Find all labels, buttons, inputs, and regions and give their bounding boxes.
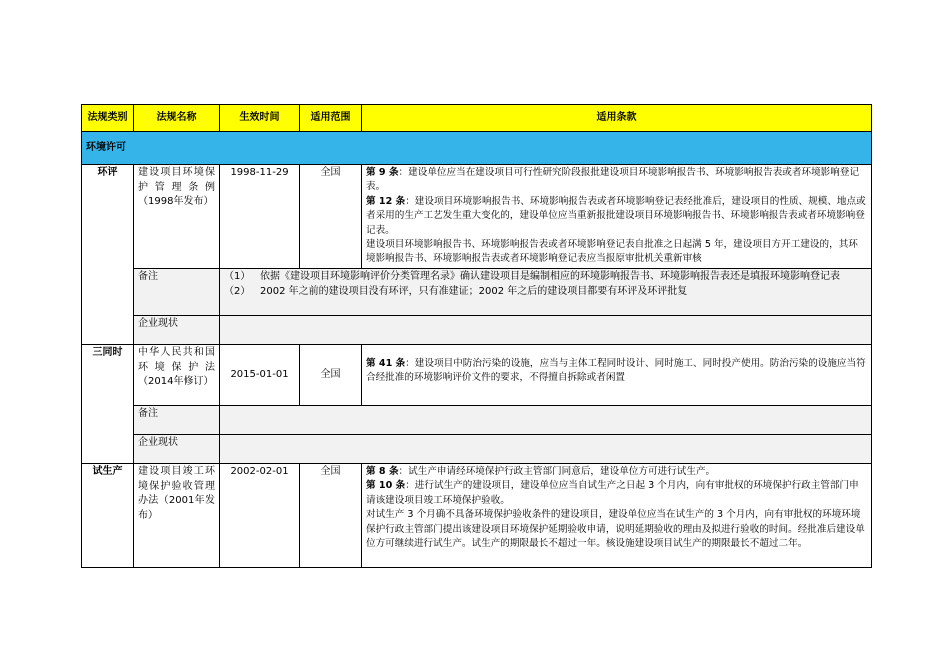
remark-item: [224, 270, 867, 285]
clause-item: [366, 357, 867, 386]
clause-text: ：试生产申请经环境保护行政主管部门同意后，建设单位方可进行试生产。: [398, 466, 716, 477]
table-row: [82, 435, 872, 464]
remark-text: 2002 年之前的建设项目没有环评，只有准建证；2002 年之后的建设项目都要有环评及环评批复: [260, 285, 688, 297]
regulations-table: [81, 104, 872, 568]
status-label-eia: 企业现状: [134, 316, 220, 345]
effective-date-three-simultaneous: 2015-01-01: [220, 345, 300, 406]
clause-item: [366, 166, 867, 195]
header-row: [82, 105, 872, 132]
scope-three-simultaneous: 全国: [300, 345, 362, 406]
clause-article: 第 9 条: [366, 167, 399, 178]
table-row: [82, 345, 872, 406]
remark-text: 依据《建设项目环境影响评价分类管理名录》确认建设项目是编制相应的环境影响报告书、环境影响报告表还是填报环境影响登记表: [260, 271, 840, 282]
clause-article: 第 8 条: [366, 466, 399, 477]
clause-item: [366, 195, 867, 238]
effective-date-trial-production: 2002-02-01: [220, 464, 300, 568]
status-value-three-simultaneous: [220, 435, 872, 464]
clause-text: ：进行试生产的建设项目，建设单位应当自试生产之日起 3 个月内，向有审批权的环境保护行政主管部门申请该建设项目竣工环境保护验收。: [366, 480, 859, 506]
scope-eia: 全国: [300, 165, 362, 269]
law-name-eia: 建设项目环境保护管理条例（1998年发布）: [134, 165, 220, 269]
section-row: [82, 132, 872, 165]
clause-item: [366, 508, 867, 551]
table-row: [82, 464, 872, 568]
remark-item: [224, 285, 867, 300]
header-category: 法规类别: [82, 105, 134, 132]
header-scope: 适用范围: [300, 105, 362, 132]
table-row: [82, 165, 872, 269]
remarks-label-eia: 备注: [134, 269, 220, 316]
clause-text: ：建设项目中防治污染的设施，应当与主体工程同时设计、同时施工、同时投产使用。防治污染的设施应当符合经批准的环境影响评价文件的要求，不得擅自拆除或者闲置: [366, 358, 866, 384]
table-row: [82, 406, 872, 435]
clause-item: [366, 465, 867, 479]
category-three-simultaneous: 三同时: [82, 345, 134, 464]
clause-text: ：建设单位应当在建设项目可行性研究阶段报批建设项目环境影响报告书、环境影响报告表或者环境影响登记表。: [366, 167, 860, 193]
law-name-three-simultaneous: 中华人民共和国环境保护法（2014年修订）: [134, 345, 220, 406]
remark-number: （1）: [224, 271, 251, 282]
clause-article: 第 12 条: [366, 195, 406, 207]
law-name-trial-production: 建设项目竣工环境保护验收管理办法（2001年发布）: [134, 464, 220, 568]
clause-item: [366, 479, 867, 508]
clause-article: 第 41 条: [366, 358, 406, 369]
table-row: [82, 269, 872, 316]
clause-text: 建设项目环境影响报告书、环境影响报告表或者环境影响登记表自批准之日起满 5 年，建设项目方开工建设的，其环境影响报告书、环境影响报告表或者环境影响登记表应当报原审批机关重新审核: [366, 239, 858, 265]
section-title: 环境许可: [82, 132, 872, 165]
clauses-three-simultaneous: [362, 345, 872, 406]
category-trial-production: 试生产: [82, 464, 134, 568]
clause-text: ：建设项目环境影响报告书、环境影响报告表或者环境影响登记表经批准后，建设项目的性质、规模、地点或者采用的生产工艺发生重大变化的，建设单位应当重新报批建设项目环境影响报告书、环境影响报告表或者环境影响登记表。: [366, 195, 866, 236]
remarks-eia: [220, 269, 872, 316]
clause-text: 对试生产 3 个月确不具备环境保护验收条件的建设项目，建设单位应当在试生产的 3 个月内，向有审批权的环境环境保护行政主管部门提出该建设项目环境保护延期验收申请，说明延期验收的理由及拟进行验收的时间。经批准后建设单位方可继续进行试生产。试生产的期限最长不超过一年。核设施建设项目试生产的期限最长不超过二年。: [366, 509, 865, 550]
clause-item: [366, 238, 867, 267]
clauses-trial-production: [362, 464, 872, 568]
scope-trial-production: 全国: [300, 464, 362, 568]
header-clause: 适用条款: [362, 105, 872, 132]
table-row: [82, 316, 872, 345]
clauses-eia: [362, 165, 872, 269]
remarks-label-three-simultaneous: 备注: [134, 406, 220, 435]
remark-number: （2）: [224, 285, 251, 297]
header-name: 法规名称: [134, 105, 220, 132]
remarks-three-simultaneous: [220, 406, 872, 435]
status-label-three-simultaneous: 企业现状: [134, 435, 220, 464]
header-date: 生效时间: [220, 105, 300, 132]
clause-article: 第 10 条: [366, 480, 406, 492]
effective-date-eia: 1998-11-29: [220, 165, 300, 269]
category-eia: 环评: [82, 165, 134, 345]
status-value-eia: [220, 316, 872, 345]
